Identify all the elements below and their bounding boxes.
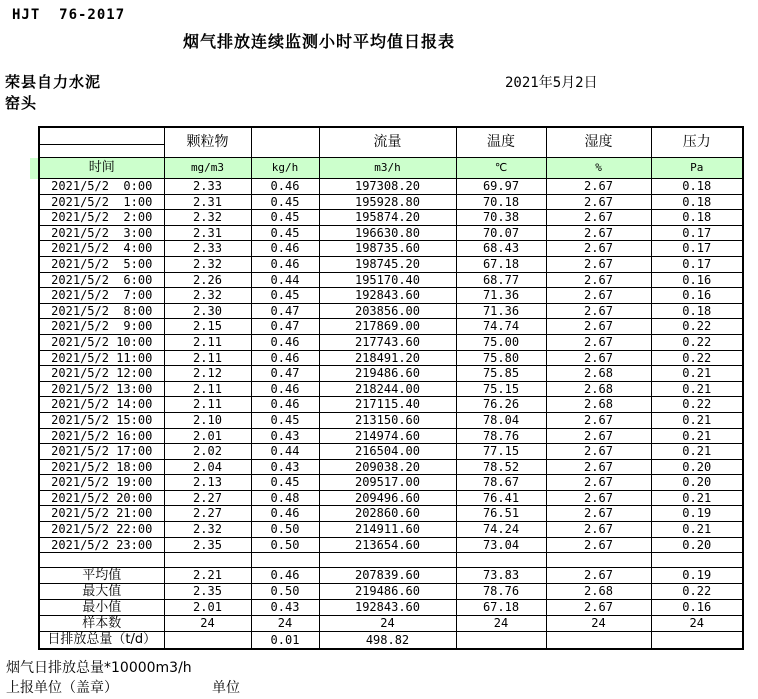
summary-label-cell: 日排放总量（t/d）: [39, 632, 164, 650]
empty-cell: [164, 553, 251, 568]
value-cell: 2.67: [546, 241, 651, 257]
summary-value-cell: [651, 632, 743, 650]
value-cell: 0.22: [651, 334, 743, 350]
summary-value-cell: [546, 632, 651, 650]
value-cell: 218491.20: [319, 350, 456, 366]
standard-number: HJT 76-2017: [12, 7, 126, 23]
value-cell: 0.47: [251, 366, 319, 382]
value-cell: 2.67: [546, 428, 651, 444]
footer-report-unit: 上报单位（盖章）: [6, 680, 118, 696]
empty-cell: [651, 553, 743, 568]
summary-value-cell: 207839.60: [319, 568, 456, 584]
value-cell: 69.97: [456, 179, 546, 195]
value-cell: 2.31: [164, 225, 251, 241]
value-cell: 0.44: [251, 444, 319, 460]
table-row: [39, 210, 743, 226]
summary-value-cell: 0.50: [251, 584, 319, 600]
summary-value-cell: 498.82: [319, 632, 456, 650]
summary-value-cell: [164, 632, 251, 650]
value-cell: 0.17: [651, 241, 743, 257]
param-humidity: 湿度: [546, 127, 651, 158]
unit-pa: Pa: [651, 158, 743, 179]
summary-label-cell: 最大值: [39, 584, 164, 600]
summary-value-cell: 24: [651, 616, 743, 632]
table-row: [39, 179, 743, 195]
value-cell: 2.01: [164, 428, 251, 444]
unit-mgm3: mg/m3: [164, 158, 251, 179]
value-cell: 195928.80: [319, 194, 456, 210]
table-row: [39, 381, 743, 397]
summary-value-cell: 0.19: [651, 568, 743, 584]
value-cell: 0.21: [651, 412, 743, 428]
time-cell: 2021/5/2 14:00: [39, 397, 164, 413]
time-cell: 2021/5/2 8:00: [39, 303, 164, 319]
param-pressure: 压力: [651, 127, 743, 158]
summary-label-cell: 平均值: [39, 568, 164, 584]
value-cell: 2.67: [546, 475, 651, 491]
value-cell: 0.21: [651, 490, 743, 506]
time-cell: 2021/5/2 7:00: [39, 288, 164, 304]
time-cell: 2021/5/2 22:00: [39, 522, 164, 538]
value-cell: 0.18: [651, 210, 743, 226]
value-cell: 2.32: [164, 522, 251, 538]
value-cell: 0.46: [251, 397, 319, 413]
monitor-location: 窑头: [5, 94, 38, 112]
time-cell: 2021/5/2 0:00: [39, 179, 164, 195]
value-cell: 2.67: [546, 179, 651, 195]
value-cell: 2.67: [546, 272, 651, 288]
value-cell: 0.45: [251, 210, 319, 226]
value-cell: 0.45: [251, 194, 319, 210]
summary-value-cell: [456, 632, 546, 650]
value-cell: 0.20: [651, 459, 743, 475]
value-cell: 2.32: [164, 288, 251, 304]
unit-celsius: ℃: [456, 158, 546, 179]
value-cell: 0.44: [251, 272, 319, 288]
value-cell: 73.04: [456, 537, 546, 553]
summary-value-cell: 78.76: [456, 584, 546, 600]
summary-value-cell: 192843.60: [319, 600, 456, 616]
empty-cell: [251, 553, 319, 568]
value-cell: 0.16: [651, 272, 743, 288]
summary-value-cell: 24: [251, 616, 319, 632]
param-temperature: 温度: [456, 127, 546, 158]
value-cell: 195874.20: [319, 210, 456, 226]
time-cell: 2021/5/2 20:00: [39, 490, 164, 506]
value-cell: 0.46: [251, 506, 319, 522]
value-cell: 0.18: [651, 303, 743, 319]
summary-row: [39, 584, 743, 600]
value-cell: 0.20: [651, 475, 743, 491]
value-cell: 0.16: [651, 288, 743, 304]
value-cell: 2.32: [164, 256, 251, 272]
value-cell: 217869.00: [319, 319, 456, 335]
value-cell: 217115.40: [319, 397, 456, 413]
value-cell: 70.38: [456, 210, 546, 226]
table-row: [39, 444, 743, 460]
value-cell: 75.15: [456, 381, 546, 397]
value-cell: 196630.80: [319, 225, 456, 241]
summary-value-cell: 2.01: [164, 600, 251, 616]
value-cell: 0.46: [251, 179, 319, 195]
value-cell: 2.35: [164, 537, 251, 553]
unit-kgh: kg/h: [251, 158, 319, 179]
value-cell: 2.11: [164, 381, 251, 397]
value-cell: 0.20: [651, 537, 743, 553]
time-cell: 2021/5/2 3:00: [39, 225, 164, 241]
value-cell: 2.67: [546, 288, 651, 304]
value-cell: 78.67: [456, 475, 546, 491]
table-row: [39, 459, 743, 475]
summary-value-cell: 2.35: [164, 584, 251, 600]
time-cell: 2021/5/2 10:00: [39, 334, 164, 350]
summary-label-cell: 最小值: [39, 600, 164, 616]
value-cell: 2.13: [164, 475, 251, 491]
value-cell: 0.21: [651, 381, 743, 397]
value-cell: 0.17: [651, 256, 743, 272]
summary-value-cell: 24: [319, 616, 456, 632]
value-cell: 0.22: [651, 319, 743, 335]
table-row: [39, 194, 743, 210]
table-row: [39, 350, 743, 366]
table-row: [39, 334, 743, 350]
value-cell: 2.68: [546, 381, 651, 397]
value-cell: 0.50: [251, 522, 319, 538]
value-cell: 214974.60: [319, 428, 456, 444]
value-cell: 0.21: [651, 428, 743, 444]
value-cell: 75.85: [456, 366, 546, 382]
param-particulate: 颗粒物: [164, 127, 251, 158]
param-header-row: [39, 127, 743, 145]
value-cell: 2.67: [546, 490, 651, 506]
value-cell: 71.36: [456, 288, 546, 304]
value-cell: 0.22: [651, 397, 743, 413]
value-cell: 0.43: [251, 428, 319, 444]
value-cell: 2.67: [546, 444, 651, 460]
value-cell: 75.00: [456, 334, 546, 350]
time-cell: 2021/5/2 17:00: [39, 444, 164, 460]
value-cell: 0.21: [651, 366, 743, 382]
value-cell: 68.77: [456, 272, 546, 288]
value-cell: 2.67: [546, 537, 651, 553]
time-cell: 2021/5/2 5:00: [39, 256, 164, 272]
time-cell: 2021/5/2 15:00: [39, 412, 164, 428]
table-row: [39, 256, 743, 272]
value-cell: 0.46: [251, 350, 319, 366]
value-cell: 76.26: [456, 397, 546, 413]
value-cell: 0.46: [251, 381, 319, 397]
time-cell: 2021/5/2 21:00: [39, 506, 164, 522]
summary-row: [39, 568, 743, 584]
summary-value-cell: 2.21: [164, 568, 251, 584]
value-cell: 0.43: [251, 459, 319, 475]
value-cell: 2.11: [164, 334, 251, 350]
time-cell: 2021/5/2 18:00: [39, 459, 164, 475]
summary-row: [39, 632, 743, 650]
value-cell: 0.45: [251, 475, 319, 491]
value-cell: 2.27: [164, 490, 251, 506]
table-row: [39, 319, 743, 335]
value-cell: 197308.20: [319, 179, 456, 195]
value-cell: 195170.40: [319, 272, 456, 288]
value-cell: 2.68: [546, 366, 651, 382]
value-cell: 209038.20: [319, 459, 456, 475]
unit-percent: %: [546, 158, 651, 179]
empty-cell: [39, 553, 164, 568]
time-cell: 2021/5/2 19:00: [39, 475, 164, 491]
summary-value-cell: 0.16: [651, 600, 743, 616]
summary-value-cell: 2.67: [546, 568, 651, 584]
value-cell: 219486.60: [319, 366, 456, 382]
value-cell: 209517.00: [319, 475, 456, 491]
value-cell: 2.31: [164, 194, 251, 210]
summary-value-cell: 73.83: [456, 568, 546, 584]
value-cell: 0.48: [251, 490, 319, 506]
summary-label-cell: 样本数: [39, 616, 164, 632]
value-cell: 214911.60: [319, 522, 456, 538]
value-cell: 0.21: [651, 522, 743, 538]
value-cell: 2.11: [164, 350, 251, 366]
value-cell: 0.18: [651, 179, 743, 195]
value-cell: 2.12: [164, 366, 251, 382]
time-column-header: 时间: [39, 158, 164, 179]
value-cell: 70.07: [456, 225, 546, 241]
value-cell: 0.45: [251, 412, 319, 428]
empty-cell: [456, 553, 546, 568]
value-cell: 2.67: [546, 350, 651, 366]
table-row: [39, 506, 743, 522]
value-cell: 77.15: [456, 444, 546, 460]
value-cell: 0.18: [651, 194, 743, 210]
value-cell: 2.30: [164, 303, 251, 319]
value-cell: 218244.00: [319, 381, 456, 397]
value-cell: 0.17: [651, 225, 743, 241]
value-cell: 2.67: [546, 506, 651, 522]
summary-value-cell: 24: [456, 616, 546, 632]
value-cell: 76.41: [456, 490, 546, 506]
value-cell: 2.02: [164, 444, 251, 460]
value-cell: 2.67: [546, 319, 651, 335]
summary-value-cell: 0.01: [251, 632, 319, 650]
table-row: [39, 475, 743, 491]
value-cell: 0.47: [251, 319, 319, 335]
value-cell: 2.04: [164, 459, 251, 475]
value-cell: 2.67: [546, 459, 651, 475]
table-row: [39, 303, 743, 319]
summary-value-cell: 67.18: [456, 600, 546, 616]
empty-cell: [546, 553, 651, 568]
page-title: 烟气排放连续监测小时平均值日报表: [183, 32, 456, 51]
value-cell: 192843.60: [319, 288, 456, 304]
summary-value-cell: 2.68: [546, 584, 651, 600]
summary-value-cell: 24: [546, 616, 651, 632]
value-cell: 71.36: [456, 303, 546, 319]
time-cell: 2021/5/2 2:00: [39, 210, 164, 226]
summary-value-cell: 0.46: [251, 568, 319, 584]
unit-m3h: m3/h: [319, 158, 456, 179]
time-cell: 2021/5/2 4:00: [39, 241, 164, 257]
corner-cell-top: [39, 127, 164, 145]
value-cell: 0.50: [251, 537, 319, 553]
time-cell: 2021/5/2 1:00: [39, 194, 164, 210]
value-cell: 198735.60: [319, 241, 456, 257]
value-cell: 2.26: [164, 272, 251, 288]
report-date: 2021年5月2日: [505, 75, 598, 91]
summary-value-cell: 2.67: [546, 600, 651, 616]
table-row: [39, 490, 743, 506]
value-cell: 0.21: [651, 444, 743, 460]
value-cell: 213150.60: [319, 412, 456, 428]
value-cell: 75.80: [456, 350, 546, 366]
table-row: [39, 537, 743, 553]
summary-value-cell: 0.43: [251, 600, 319, 616]
value-cell: 209496.60: [319, 490, 456, 506]
value-cell: 67.18: [456, 256, 546, 272]
footer-unit-label: 单位: [212, 680, 240, 696]
time-cell: 2021/5/2 23:00: [39, 537, 164, 553]
value-cell: 2.11: [164, 397, 251, 413]
value-cell: 68.43: [456, 241, 546, 257]
value-cell: 2.67: [546, 522, 651, 538]
table-row: [39, 366, 743, 382]
value-cell: 0.46: [251, 256, 319, 272]
time-cell: 2021/5/2 16:00: [39, 428, 164, 444]
value-cell: 2.67: [546, 303, 651, 319]
table-row: [39, 272, 743, 288]
value-cell: 74.74: [456, 319, 546, 335]
value-cell: 2.15: [164, 319, 251, 335]
value-cell: 2.67: [546, 194, 651, 210]
table-row: [39, 397, 743, 413]
time-cell: 2021/5/2 13:00: [39, 381, 164, 397]
value-cell: 74.24: [456, 522, 546, 538]
value-cell: 203856.00: [319, 303, 456, 319]
summary-value-cell: 219486.60: [319, 584, 456, 600]
value-cell: 2.33: [164, 241, 251, 257]
param-flow: 流量: [319, 127, 456, 158]
time-cell: 2021/5/2 9:00: [39, 319, 164, 335]
value-cell: 0.45: [251, 225, 319, 241]
value-cell: 2.32: [164, 210, 251, 226]
summary-row: [39, 616, 743, 632]
empty-cell: [319, 553, 456, 568]
spacer-row: [39, 553, 743, 568]
value-cell: 2.10: [164, 412, 251, 428]
table-row: [39, 288, 743, 304]
table-row: [39, 428, 743, 444]
param-particulate-rate: [251, 127, 319, 158]
summary-row: [39, 600, 743, 616]
time-cell: 2021/5/2 11:00: [39, 350, 164, 366]
value-cell: 78.52: [456, 459, 546, 475]
value-cell: 2.67: [546, 225, 651, 241]
summary-value-cell: 0.22: [651, 584, 743, 600]
table-row: [39, 225, 743, 241]
table-row: [39, 522, 743, 538]
value-cell: 76.51: [456, 506, 546, 522]
value-cell: 2.67: [546, 334, 651, 350]
value-cell: 198745.20: [319, 256, 456, 272]
value-cell: 0.45: [251, 288, 319, 304]
value-cell: 0.46: [251, 334, 319, 350]
value-cell: 78.04: [456, 412, 546, 428]
time-cell: 2021/5/2 12:00: [39, 366, 164, 382]
value-cell: 0.47: [251, 303, 319, 319]
corner-cell-bottom: [39, 145, 164, 158]
value-cell: 2.67: [546, 412, 651, 428]
value-cell: 2.33: [164, 179, 251, 195]
value-cell: 2.67: [546, 210, 651, 226]
value-cell: 217743.60: [319, 334, 456, 350]
value-cell: 70.18: [456, 194, 546, 210]
report-table: [38, 126, 744, 650]
table-row: [39, 412, 743, 428]
summary-value-cell: 24: [164, 616, 251, 632]
value-cell: 0.46: [251, 241, 319, 257]
time-cell: 2021/5/2 6:00: [39, 272, 164, 288]
value-cell: 78.76: [456, 428, 546, 444]
value-cell: 0.22: [651, 350, 743, 366]
value-cell: 216504.00: [319, 444, 456, 460]
unit-row: [39, 158, 743, 179]
value-cell: 213654.60: [319, 537, 456, 553]
company-name: 荣县自力水泥: [5, 73, 102, 91]
footer-note: 烟气日排放总量*10000m3/h: [6, 660, 192, 676]
value-cell: 2.67: [546, 256, 651, 272]
value-cell: 2.68: [546, 397, 651, 413]
value-cell: 202860.60: [319, 506, 456, 522]
table-row: [39, 241, 743, 257]
value-cell: 0.19: [651, 506, 743, 522]
value-cell: 2.27: [164, 506, 251, 522]
